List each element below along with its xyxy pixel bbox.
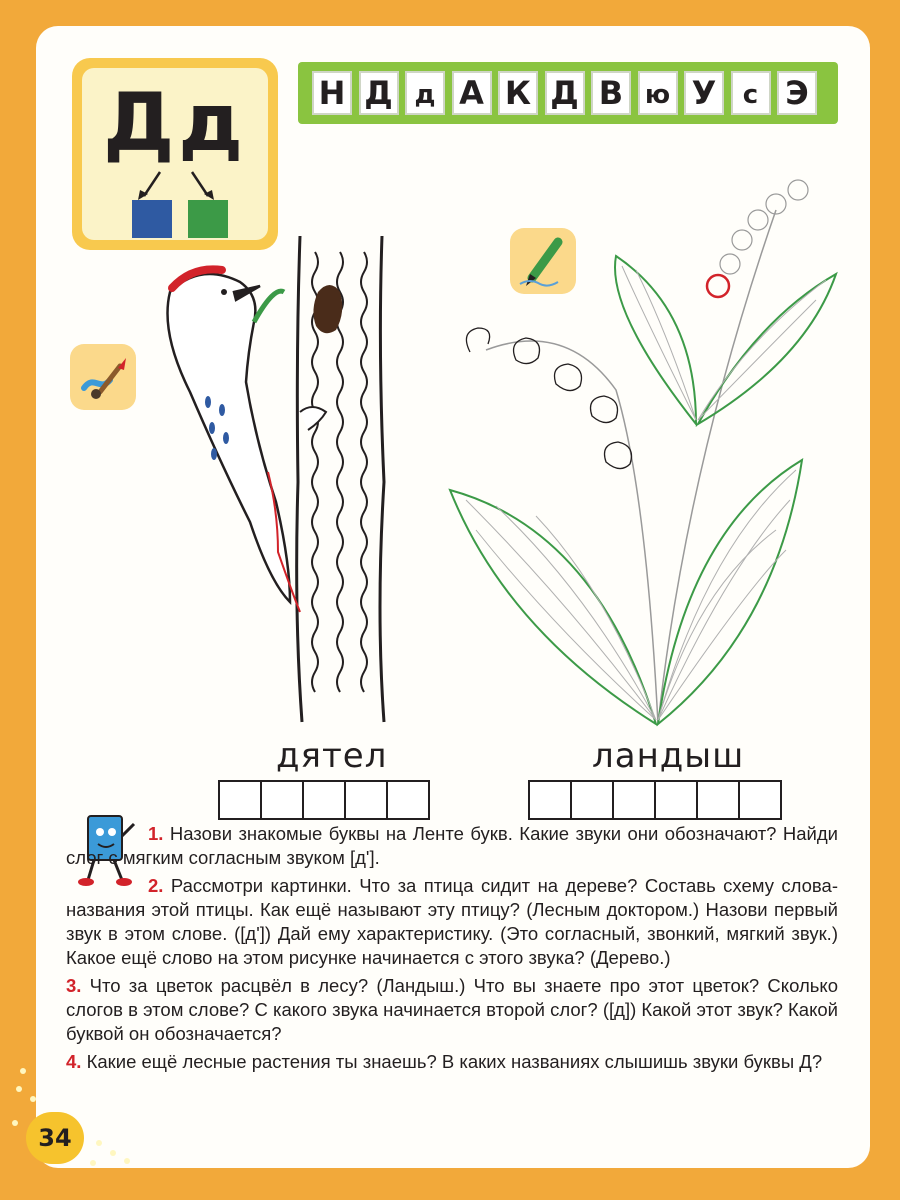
paintbrush-icon: [70, 344, 136, 410]
sound-cell: [344, 780, 388, 820]
sound-cell: [386, 780, 430, 820]
task-list: [66, 822, 838, 1078]
task-4: 4. Какие ещё лесные растения ты знаешь? В каких названиях слышишь звуки буквы Д?: [66, 1051, 823, 1072]
tape-letter: Д: [545, 71, 585, 115]
sound-cell: [528, 780, 572, 820]
sound-cell: [738, 780, 782, 820]
letter-card: [72, 58, 278, 250]
tape-letter: У: [684, 71, 724, 115]
woodpecker-tree-illustration: [150, 232, 420, 732]
sound-cell: [302, 780, 346, 820]
word-lily-cells: [528, 780, 780, 820]
lily-of-the-valley-illustration: [446, 170, 846, 730]
tape-letter: Э: [777, 71, 817, 115]
letter-tape: [298, 62, 838, 124]
sound-cell: [696, 780, 740, 820]
task-2: 2. Рассмотри картинки. Что за птица сидит на дереве? Составь схему слова-названия этой птицы. Как ещё называют эту птицу? (Лесным доктором.) Назови первый звук в этом слове. ([д']) Дай ему характеристику. (Это согласный, звонкий, мягкий звук.) Какое ещё слово на этом рисунке начинается с этого звука? (Дерево.): [66, 875, 838, 968]
sound-cell: [570, 780, 614, 820]
word-woodpecker-cells: [218, 780, 428, 820]
word-lily: ландыш: [592, 736, 745, 776]
arrows-icon: [122, 170, 232, 202]
task-3: 3. Что за цветок расцвёл в лесу? (Ландыш.) Что вы знаете про этот цветок? Сколько слогов в этом слове? С какого звука начинается второй слог? ([д]) Какой этот звук? Какой буквой он обозначается?: [66, 975, 838, 1044]
sound-cell: [654, 780, 698, 820]
tape-letter: К: [498, 71, 538, 115]
letter-card-inner: [82, 68, 268, 240]
tape-letter: ю: [638, 71, 678, 115]
tape-letter: Н: [312, 71, 352, 115]
task-1: 1. Назови знакомые буквы на Ленте букв. Какие звуки они обозначают? Найди слог с мягким согласным звуком [д'].: [66, 823, 838, 868]
page-number: 34: [26, 1112, 84, 1164]
tape-letter: Д: [359, 71, 399, 115]
sound-cell: [612, 780, 656, 820]
tape-letter: А: [452, 71, 492, 115]
tape-letter: В: [591, 71, 631, 115]
tape-letter: с: [731, 71, 771, 115]
word-woodpecker: дятел: [276, 736, 388, 776]
sound-cell: [218, 780, 262, 820]
tape-letter: д: [405, 71, 445, 115]
letter-card-letters: Дд: [103, 76, 247, 169]
sound-cell: [260, 780, 304, 820]
